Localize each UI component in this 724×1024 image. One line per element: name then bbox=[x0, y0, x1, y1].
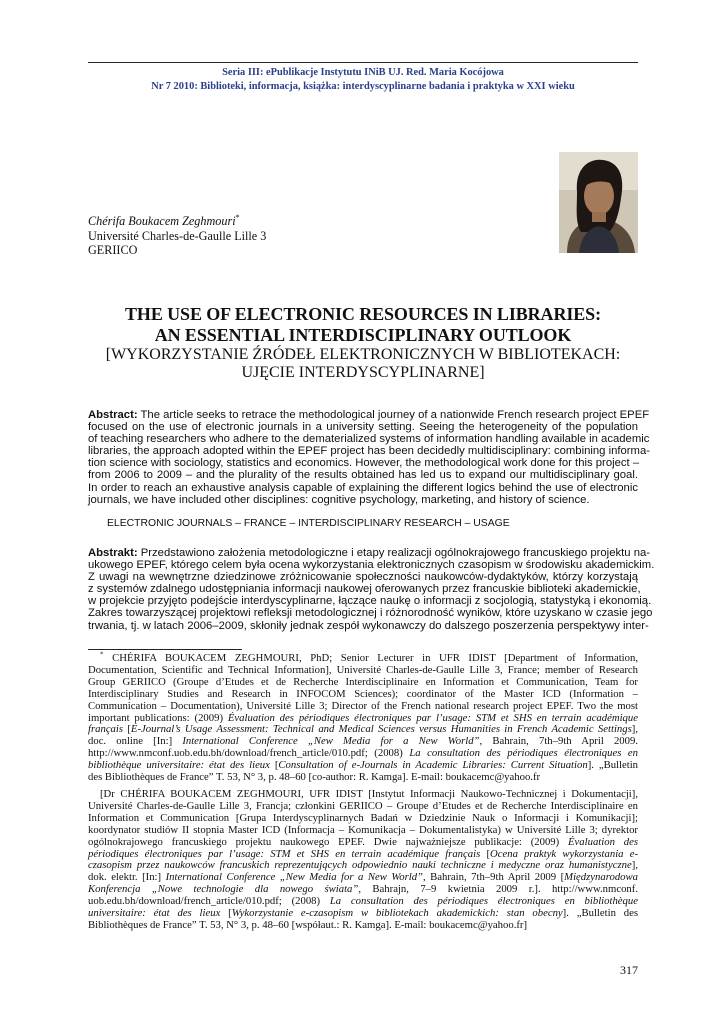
abstrakt-line: Abstrakt: Przedstawiono założenia metodologiczne i etapy realizacji ogólnokrajowego francuskiego projektu na- bbox=[88, 547, 651, 559]
issue-line: Nr 7 2010: Biblioteki, informacja, książka: interdyscyplinarne badania i praktyka w XXI wieku bbox=[151, 81, 575, 92]
footnote-line: Group GERIICO (Groupe d’Etudes et de Recherche Interdisciplinaire en Information et Communication, Team for bbox=[88, 675, 638, 688]
author-photo bbox=[559, 152, 638, 253]
author-footnote-marker: * bbox=[235, 212, 240, 222]
abstract-line: libraries, the approach adopted within the EPEF project has been decidedly multidisciplinary: combining informa- bbox=[88, 445, 651, 458]
footnote-line: uob.edu.bh/download/french_article/010.pdf; (2008) La consultation des périodiques électroniques en bibliothèque bbox=[88, 895, 638, 908]
author-name: Chérifa Boukacem Zeghmouri bbox=[88, 214, 236, 228]
author-footnote bbox=[88, 650, 639, 932]
abstract-polish bbox=[88, 547, 655, 632]
footnote-line: périodiques électroniques par l’usage: STM et SHS en terrain académique français [Ocena praktyk wykorzystania e- bbox=[88, 847, 639, 860]
footnote-line: http://www.nmconf.uob.edu.bh/download/french_article/010.pdf; (2008) La consultation des périodiques électroniques en bbox=[88, 747, 638, 760]
footnote-marker: * bbox=[100, 650, 104, 659]
footnote-line: Konferencja „Nowe technologie dla nowego świata”, Bahrajn, 7–9 kwietnia 2009 r.]. http://www.nmconf. bbox=[88, 883, 639, 896]
footnote-rule bbox=[88, 649, 242, 650]
footnote-line: ogólnokrajowego francuskiego projektu naukowego EPEF. Dwie najważniejsze publikacje: (2009) Évaluation des bbox=[88, 835, 638, 848]
abstract-line: focused on the use of electronic journals in a university setting. Seeing the heterogeneity of the population bbox=[88, 421, 638, 434]
polish-title-line-2: UJĘCIE INTERDYSCYPLINARNE] bbox=[241, 364, 485, 381]
footnote-line: doc. online [In:] International Conference „New Media for a New World”, Bahrain, 7th–9th April 2009. bbox=[88, 735, 638, 748]
footnote-line: important publications: (2009) Évaluation des périodiques électroniques par l’usage: STM et SHS en terrain académique bbox=[88, 711, 638, 724]
title-line-2: AN ESSENTIAL INTERDISCIPLINARY OUTLOOK bbox=[154, 325, 572, 345]
article-title bbox=[88, 304, 638, 382]
page-number: 317 bbox=[620, 963, 638, 977]
footnote-line: [Dr CHÉRIFA BOUKACEM ZEGHMOURI, UFR IDIST [Instytut Informacji Naukowo-Technicznej i Dokumentacji], bbox=[100, 787, 638, 800]
footnote-line: Communication – Documentation), Université Lille 3; Director of the French national research project EPEF. Two the most bbox=[88, 699, 638, 712]
abstrakt-line: ukowego EPEF, którego celem była ocena wykorzystania elektronicznych czasopism w środowisku akademickim. bbox=[88, 559, 655, 572]
footnote-line: universitaire: état des lieux [Wykorzystanie e-czasopism w bibliotekach akademickich: stan obecny]. „Bulletin des bbox=[88, 907, 638, 920]
abstract-line: journals, we have included other disciplines: cognitive psychology, marketing, and history of science. bbox=[88, 493, 590, 506]
abstrakt-line: trwania, tj. w latach 2006–2009, skłoniły jednak zespół wykonawczy do dalszego poszerzenia perspektywy inter- bbox=[88, 619, 649, 632]
series-line: Seria III: ePublikacje Instytutu INiB UJ. Red. Maria Kocójowa bbox=[222, 67, 504, 78]
abstract-label: Abstract: bbox=[88, 409, 138, 421]
abstract-line: from 2006 to 2009 – and the plurality of the results obtained has led us to expand our multidisciplinary goal. bbox=[88, 469, 638, 482]
abstrakt-line: Z uwagi na wewnętrzne dziedzinowe zróżnicowanie społeczności naukowców-dydaktyków, którzy korzystają bbox=[88, 571, 638, 584]
footnote-line: Bibliothèques de France” T. 53, N° 3, p. 48–60 [współaut.: R. Kamga]. E-mail: boukacemc@yahoo.fr] bbox=[88, 918, 528, 931]
abstrakt-line: w projekcie przyjęto podejście interdyscyplinarne, łączące naukę o informacji z socjologią, statystyką i ekonomią. bbox=[88, 595, 652, 608]
abstract-line: Abstract: The article seeks to retrace the methodological journey of a nationwide French research project EPEF bbox=[88, 409, 650, 421]
series-header bbox=[88, 66, 638, 94]
footnote-line: dok. elektr. [In:] International Conference „New Media for a New World”, Bahrain, 7th–9th April 2009 [Międzynarodowa bbox=[88, 871, 638, 884]
abstract-english bbox=[88, 409, 651, 506]
keywords: ELECTRONIC JOURNALS – FRANCE – INTERDISCIPLINARY RESEARCH – USAGE bbox=[107, 518, 510, 529]
author-group: GERIICO bbox=[88, 243, 138, 257]
header-rule bbox=[88, 62, 638, 63]
footnote-line: koordynator studiów II stopnia Master ICD (Informacja – Komunikacja – Dokumentalistyka) w Université Lille 3; dyrektor bbox=[88, 823, 638, 836]
abstrakt-line: z systemów zdalnego udostępniania informacji naukowej oferowanych przez francuskie biblioteki akademickie, bbox=[88, 583, 641, 596]
footnote-line: czasopism przez naukowców francuskich reprezentujących odpowiednio nauki techniczne i medyczne oraz humanistyczne], bbox=[88, 859, 638, 872]
polish-title-line-1: [WYKORZYSTANIE ŹRÓDEŁ ELEKTRONICZNYCH W BIBLIOTEKACH: bbox=[105, 346, 621, 363]
footnote-line: français [E-Journal’s Usage Assessment: Technical and Medical Sciences versus Humanities in French Academic Settings], bbox=[88, 723, 638, 736]
author-affiliation: Université Charles-de-Gaulle Lille 3 bbox=[88, 228, 267, 243]
abstract-line: tion science with sociology, statistics and economics. However, the methodological work done for this project – bbox=[88, 457, 640, 470]
abstract-line: of teaching researchers who adhere to the dematerialized systems of information handling available in academic bbox=[88, 433, 650, 446]
abstrakt-line: Zakres towarzyszącej projektowi refleksji metodologicznej i różnorodność wyników, które uzyskano w czasie jego bbox=[88, 607, 653, 620]
abstrakt-label: Abstrakt: bbox=[88, 547, 138, 559]
footnote-line: Interdisciplinary Studies and Research in INFOCOM Sciences); coordinator of the Master ICD (Information – bbox=[88, 687, 638, 700]
footnote-line: * CHÉRIFA BOUKACEM ZEGHMOURI, PhD; Senior Lecturer in UFR IDIST [Department of Information, bbox=[100, 650, 638, 664]
footnote-line: Université Charles-de-Gaulle Lille 3, Francja; członkini GERIICO – Groupe d’Etudes et de Recherche Interdisciplinaire en bbox=[88, 799, 638, 812]
title-line-1: THE USE OF ELECTRONIC RESOURCES IN LIBRARIES: bbox=[125, 304, 601, 324]
footnote-line: Information et Communication [Grupa Interdyscyplinarnych Badań w Dziedzinie Nauk o Informacji i Komunikacji]; bbox=[88, 811, 638, 824]
abstract-line: In order to reach an exhaustive analysis capable of explaining the different logics behind the use of electronic bbox=[88, 481, 638, 494]
footnote-line: bibliothèque universitaire: état des lieux [Consultation of e-Journals in Academic Libraries: Current Situation]. „Bulletin bbox=[88, 759, 639, 772]
footnote-line: Documentation, Scientific and Technical Information], Université Charles-de-Gaulle Lille 3, France; member of Research bbox=[88, 663, 638, 676]
author-block bbox=[88, 214, 266, 258]
footnote-line: des Bibliothèques de France” T. 53, N° 3, p. 48–60 [co-author: R. Kamga]. E-mail: boukacemc@yahoo.fr bbox=[88, 771, 541, 784]
